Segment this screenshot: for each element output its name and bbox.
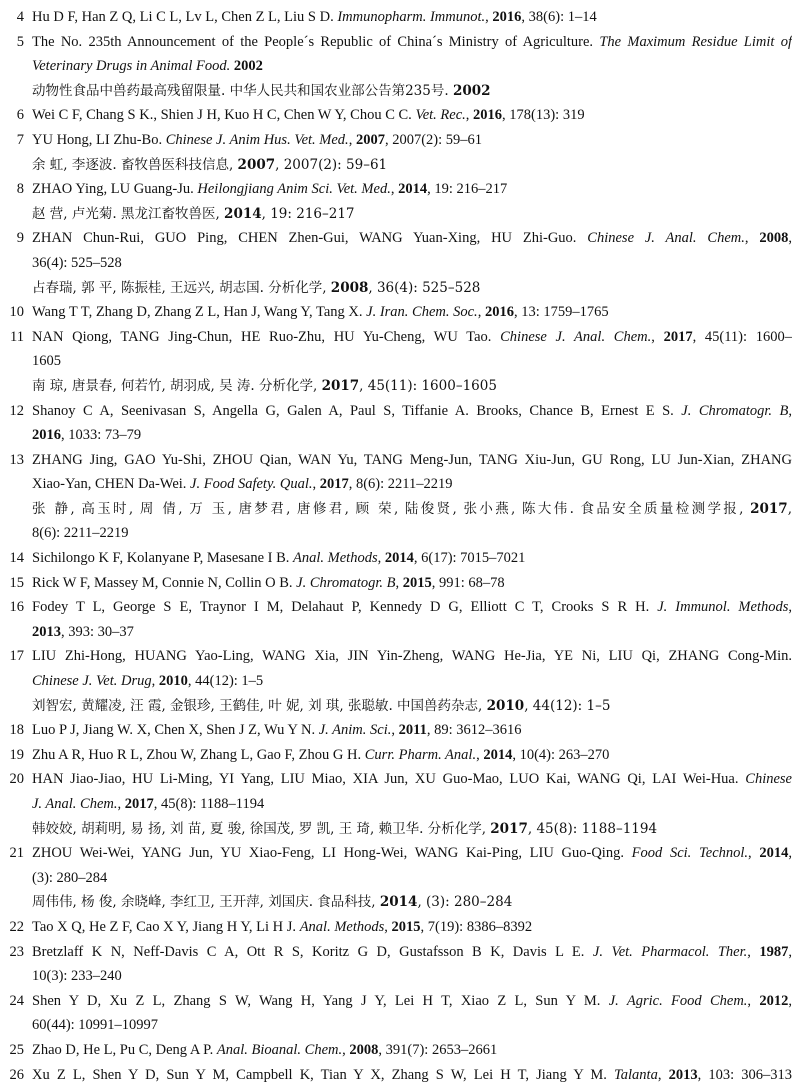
reference-line	[32, 423, 792, 448]
journal-name: J. Anim. Sci.	[318, 722, 392, 739]
reference-line	[32, 964, 792, 989]
reference-text: , 44(12): 1–5	[187, 673, 264, 690]
reference-text: 36(4): 525–528	[32, 254, 122, 271]
reference-text: , 45(8): 1188–1194	[153, 796, 265, 812]
reference-text: ,	[788, 943, 792, 960]
publication-year: 2008	[759, 230, 789, 247]
reference-text: ,	[117, 796, 125, 812]
reference-line	[32, 1063, 792, 1087]
reference-number: 18	[9, 722, 24, 739]
reference-text: , 36(4): 525–528	[368, 279, 481, 296]
reference-entry	[0, 940, 800, 989]
reference-body	[32, 546, 792, 571]
reference-text: , 10(4): 263–270	[512, 746, 610, 763]
reference-line	[32, 792, 792, 817]
reference-text: ,	[788, 992, 792, 1009]
reference-line	[32, 325, 792, 350]
reference-number: 6	[16, 107, 24, 124]
journal-name: Heilongjiang Anim Sci. Vet. Med.	[197, 181, 391, 198]
reference-body	[32, 743, 792, 768]
reference-text: 1605	[32, 353, 61, 370]
reference-line	[32, 300, 792, 325]
reference-text: , 19: 216–217	[261, 205, 355, 222]
publication-year: 2011	[398, 722, 427, 739]
reference-line	[32, 226, 792, 251]
reference-number: 16	[9, 599, 24, 616]
journal-name: Vet. Rec.	[415, 107, 466, 124]
reference-body	[32, 30, 792, 104]
reference-text: ,	[151, 673, 159, 690]
publication-year: 2007	[237, 156, 276, 173]
journal-name: Chinese J. Anal. Chem.	[500, 328, 652, 345]
reference-number: 4	[16, 9, 24, 25]
reference-entry	[0, 841, 800, 915]
publication-year: 2008	[349, 1041, 379, 1058]
journal-name: Chinese J. Anim Hus. Vet. Med.	[165, 131, 349, 148]
reference-text: 余 虹, 李逐波. 畜牧兽医科技信息,	[32, 156, 238, 173]
publication-year: 2015	[391, 918, 421, 935]
reference-entry	[0, 915, 800, 940]
reference-entry	[0, 448, 800, 546]
reference-entry	[0, 300, 800, 325]
publication-year: 2012	[759, 992, 789, 1009]
publication-year: 2016	[32, 427, 61, 444]
reference-text: Tao X Q, He Z F, Cao X Y, Jiang H Y, Li H J.	[32, 918, 300, 935]
reference-text: , 393: 30–37	[61, 623, 134, 640]
reference-text: , (3): 280–284	[417, 894, 513, 911]
reference-text: ,	[747, 943, 760, 960]
journal-name: Anal. Bioanal. Chem.	[216, 1041, 343, 1058]
reference-line-chinese	[32, 694, 792, 719]
journal-name: Immunopharm. Immunot.	[337, 9, 486, 25]
reference-number: 7	[16, 131, 24, 148]
reference-line	[32, 103, 792, 128]
reference-text: , 103: 306–313	[697, 1066, 792, 1083]
journal-name: J. Chromatogr. B	[681, 402, 789, 419]
reference-entry	[0, 325, 800, 399]
reference-text: ,	[395, 574, 403, 591]
publication-year: 2014	[483, 746, 513, 763]
reference-text: ,	[744, 230, 760, 247]
publication-year: 2014	[379, 894, 418, 911]
publication-year: 2013	[668, 1066, 698, 1083]
reference-body	[32, 1063, 792, 1087]
reference-line	[32, 718, 792, 743]
reference-line	[32, 989, 792, 1014]
reference-line-chinese	[32, 374, 792, 399]
reference-text: , 7(19): 8386–8392	[420, 918, 533, 935]
journal-name: Chinese J. Anal. Chem.	[587, 230, 745, 247]
reference-text: 韩姣姣, 胡莉明, 易 扬, 刘 苗, 夏 骏, 徐国茂, 罗 凯, 王 琦, 赖卫华. 分析化学,	[32, 820, 491, 837]
reference-line	[32, 472, 792, 497]
reference-line	[32, 54, 792, 79]
reference-text: ,	[657, 1066, 669, 1083]
reference-line	[32, 349, 792, 374]
reference-text: (3): 280–284	[32, 869, 108, 886]
reference-text: 张 静, 高玉时, 周 倩, 万 玉, 唐梦君, 唐修君, 顾 荣, 陆俊贤, 张小燕, 陈大伟. 食品安全质量检测学报,	[32, 500, 751, 517]
reference-text: , 2007(2): 59–61	[275, 156, 388, 173]
reference-text: ,	[787, 500, 792, 517]
reference-text: ,	[384, 918, 392, 935]
reference-line	[32, 915, 792, 940]
reference-text: Shen Y D, Xu Z L, Zhang S W, Wang H, Yang J Y, Lei H T, Xiao Z L, Sun Y M.	[32, 992, 609, 1009]
reference-body	[32, 103, 792, 128]
publication-year: 2015	[402, 574, 432, 591]
reference-text: Xu Z L, Shen Y D, Sun Y M, Campbell K, Tian Y X, Zhang S W, Lei H T, Jiang Y M.	[32, 1066, 615, 1083]
reference-body	[32, 841, 792, 915]
reference-text: ,	[348, 131, 356, 148]
publication-year: 2017	[663, 328, 693, 345]
publication-year: 2017	[319, 476, 349, 493]
reference-number: 8	[16, 181, 24, 198]
reference-line	[32, 5, 792, 30]
publication-year: 2014	[384, 550, 414, 567]
reference-body	[32, 325, 792, 399]
reference-entry	[0, 30, 800, 104]
journal-name: J. Chromatogr. B	[296, 574, 396, 591]
reference-text: ,	[342, 1041, 350, 1058]
reference-text: , 44(12): 1–5	[524, 697, 611, 714]
reference-text: ZHAN Chun-Rui, GUO Ping, CHEN Zhen-Gui, WANG Yuan-Xing, HU Zhi-Guo.	[32, 230, 588, 247]
reference-number: 22	[9, 918, 24, 935]
publication-year: 1987	[759, 943, 789, 960]
reference-text: Fodey T L, George S E, Traynor I M, Delahaut P, Kennedy D G, Elliott C T, Crooks S R H.	[32, 599, 658, 616]
reference-line	[32, 743, 792, 768]
reference-text: Bretzlaff K N, Neff-Davis C A, Ott R S, Koritz G D, Gustafsson B K, Davis L E.	[32, 943, 593, 960]
reference-text: ,	[377, 550, 385, 567]
publication-year: 2016	[473, 107, 503, 124]
reference-entry	[0, 571, 800, 596]
reference-text: , 6(17): 7015–7021	[413, 550, 526, 567]
publication-year: 2010	[158, 673, 188, 690]
reference-body	[32, 1038, 792, 1063]
reference-line-chinese	[32, 202, 792, 227]
reference-entry	[0, 399, 800, 448]
reference-text: ,	[747, 992, 760, 1009]
publication-year: 2017	[490, 820, 528, 837]
reference-body	[32, 448, 792, 546]
reference-body	[32, 177, 792, 226]
reference-text: 10(3): 233–240	[32, 968, 122, 985]
reference-text: 动物性食品中兽药最高残留限量. 中华人民共和国农业部公告第235号.	[32, 82, 453, 99]
reference-number: 26	[9, 1066, 24, 1083]
reference-entry	[0, 226, 800, 300]
reference-text: , 38(6): 1–14	[521, 9, 597, 25]
journal-name: Anal. Methods	[293, 550, 378, 567]
reference-text: 60(44): 10991–10997	[32, 1017, 159, 1034]
reference-text: , 178(13): 319	[502, 107, 585, 124]
reference-line-chinese	[32, 497, 792, 522]
journal-name: J. Iran. Chem. Soc.	[366, 304, 478, 321]
reference-line	[32, 251, 792, 276]
reference-number: 14	[9, 550, 24, 567]
reference-number: 24	[9, 992, 24, 1009]
reference-text: The No. 235th Announcement of the People´s Republic of China´s Ministry of Agriculture.	[32, 33, 600, 50]
reference-text: Sichilongo K F, Kolanyane P, Masesane I B.	[32, 550, 294, 567]
publication-year: 2010	[486, 697, 525, 714]
reference-body	[32, 989, 792, 1038]
reference-entry	[0, 767, 800, 841]
reference-text: Luo P J, Jiang W. X, Chen X, Shen J Z, Wu Y N.	[32, 722, 319, 739]
publication-year: 2014	[398, 181, 428, 198]
reference-body	[32, 226, 792, 300]
reference-text: , 45(8): 1188–1194	[527, 820, 658, 837]
reference-text: 赵 营, 卢光菊. 黑龙江畜牧兽医,	[32, 205, 225, 222]
reference-body	[32, 644, 792, 718]
publication-year: 2008	[330, 279, 369, 296]
reference-text: ,	[748, 845, 760, 862]
publication-year: 2013	[32, 623, 61, 640]
reference-number: 15	[9, 574, 24, 591]
reference-text: 周伟伟, 杨 俊, 余晓峰, 李红卫, 王开萍, 刘国庆. 食品科技,	[32, 894, 380, 911]
reference-entry	[0, 644, 800, 718]
reference-line	[32, 767, 792, 792]
reference-line-chinese	[32, 890, 792, 915]
reference-text: Zhu A R, Huo R L, Zhou W, Zhang L, Gao F, Zhou G H.	[32, 746, 365, 763]
reference-line	[32, 448, 792, 473]
reference-text: , 45(11): 1600–1605	[359, 377, 497, 394]
reference-text: ,	[651, 328, 664, 345]
reference-text: ,	[788, 230, 792, 247]
reference-text: , 8(6): 2211–2219	[348, 476, 453, 493]
journal-name: J. Immunol. Methods	[657, 599, 789, 616]
reference-entry	[0, 5, 800, 30]
publication-year: 2016	[484, 304, 514, 321]
publication-year: 2016	[492, 9, 522, 25]
journal-name: J. Vet. Pharmacol. Ther.	[592, 943, 748, 960]
reference-text: ,	[477, 304, 485, 321]
reference-line-chinese	[32, 817, 792, 842]
reference-body	[32, 300, 792, 325]
reference-text: NAN Qiong, TANG Jing-Chun, HE Ruo-Zhu, HU Yu-Cheng, WU Tao.	[32, 328, 501, 345]
reference-text: Xiao-Yan, CHEN Da-Wei.	[32, 476, 191, 493]
reference-text: , 45(11): 1600–	[692, 328, 792, 345]
publication-year: 2007	[355, 131, 385, 148]
reference-entry	[0, 718, 800, 743]
reference-body	[32, 571, 792, 596]
reference-text: HAN Jiao-Jiao, HU Li-Ming, YI Yang, LIU Miao, XIA Jun, XU Guo-Mao, LUO Kai, WANG Qi, LAI Wei-Hua.	[32, 771, 746, 788]
journal-name: Curr. Pharm. Anal.	[364, 746, 477, 763]
publication-year: 2014	[759, 845, 789, 862]
reference-text: 8(6): 2211–2219	[32, 525, 129, 542]
reference-entry	[0, 103, 800, 128]
reference-line-chinese	[32, 153, 792, 178]
reference-body	[32, 595, 792, 644]
reference-line	[32, 841, 792, 866]
reference-line	[32, 177, 792, 202]
reference-text: 占春瑞, 郭 平, 陈振桂, 王远兴, 胡志国. 分析化学,	[32, 279, 331, 296]
reference-line	[32, 595, 792, 620]
publication-year: 2014	[224, 205, 262, 222]
journal-name: Anal. Methods	[299, 918, 385, 935]
reference-text: ,	[391, 722, 399, 739]
reference-number: 20	[9, 771, 24, 788]
journal-name: Veterinary Drugs in Animal Food.	[32, 58, 231, 75]
reference-text: YU Hong, LI Zhu-Bo.	[32, 131, 166, 148]
reference-text: ,	[788, 845, 792, 862]
reference-line-chinese	[32, 276, 792, 301]
reference-number: 17	[9, 648, 24, 665]
publication-year: 2017	[124, 796, 154, 812]
reference-line	[32, 521, 792, 546]
reference-text: LIU Zhi-Hong, HUANG Yao-Ling, WANG Xia, JIN Yin-Zheng, WANG He-Jia, YE Ni, LIU Qi, ZHANG Cong-Min.	[32, 648, 792, 665]
reference-text: ,	[485, 9, 493, 25]
journal-name: J. Agric. Food Chem.	[608, 992, 748, 1009]
reference-text: , 991: 68–78	[431, 574, 505, 591]
reference-body	[32, 399, 792, 448]
journal-name: Talanta	[614, 1066, 658, 1083]
reference-text: , 13: 1759–1765	[513, 304, 609, 321]
reference-line	[32, 644, 792, 669]
reference-text: ,	[788, 599, 792, 616]
reference-text: , 19: 216–217	[427, 181, 508, 198]
reference-number: 10	[9, 304, 24, 321]
reference-text: Hu D F, Han Z Q, Li C L, Lv L, Chen Z L, Liu S D.	[32, 9, 338, 25]
reference-line	[32, 940, 792, 965]
journal-name: Chinese J. Vet. Drug	[32, 673, 152, 690]
reference-body	[32, 5, 792, 30]
reference-text: , 89: 3612–3616	[426, 722, 522, 739]
reference-line	[32, 620, 792, 645]
reference-line	[32, 1038, 792, 1063]
journal-name: Food Sci. Technol.	[631, 845, 749, 862]
reference-number: 23	[9, 943, 24, 960]
reference-number: 21	[9, 845, 24, 862]
reference-text: ,	[312, 476, 320, 493]
reference-line	[32, 30, 792, 55]
reference-text: , 391(7): 2653–2661	[378, 1041, 498, 1058]
reference-line	[32, 128, 792, 153]
reference-text: Rick W F, Massey M, Connie N, Collin O B.	[32, 574, 297, 591]
reference-line	[32, 399, 792, 424]
reference-text: ZHOU Wei-Wei, YANG Jun, YU Xiao-Feng, LI Hong-Wei, WANG Kai-Ping, LIU Guo-Qing.	[32, 845, 632, 862]
reference-text: Zhao D, He L, Pu C, Deng A P.	[32, 1041, 217, 1058]
reference-text: Wei C F, Chang S K., Shien J H, Kuo H C, Chen W Y, Chou C C.	[32, 107, 416, 124]
publication-year: 2017	[750, 500, 788, 517]
reference-text: 刘智宏, 黄耀凌, 汪 霞, 金银珍, 王鹤佳, 叶 妮, 刘 琪, 张聪敏. 中国兽药杂志,	[32, 697, 487, 714]
journal-name: The Maximum Residue Limit of	[599, 33, 792, 50]
publication-year: 2002	[452, 82, 491, 99]
reference-number: 12	[9, 402, 24, 419]
reference-text: ,	[465, 107, 474, 124]
journal-name: J. Anal. Chem.	[32, 796, 118, 812]
reference-number: 13	[9, 451, 24, 468]
reference-number: 11	[10, 328, 24, 345]
publication-year: 2002	[233, 58, 263, 75]
reference-text: ,	[788, 402, 792, 419]
reference-text: 南 琼, 唐景春, 何若竹, 胡羽成, 吴 涛. 分析化学,	[32, 377, 322, 394]
reference-line-chinese	[32, 79, 792, 104]
reference-body	[32, 718, 792, 743]
reference-line	[32, 866, 792, 891]
reference-number: 19	[9, 746, 24, 763]
publication-year: 2017	[321, 377, 360, 394]
reference-line	[32, 546, 792, 571]
reference-line	[32, 669, 792, 694]
reference-body	[32, 915, 792, 940]
reference-entry	[0, 743, 800, 768]
reference-text: , 1033: 73–79	[61, 427, 142, 444]
reference-entry	[0, 177, 800, 226]
reference-entry	[0, 128, 800, 177]
journal-name: Chinese	[745, 771, 792, 788]
reference-body	[32, 767, 792, 841]
reference-text: ZHAO Ying, LU Guang-Ju.	[32, 181, 198, 198]
reference-line	[32, 1013, 792, 1038]
reference-number: 5	[16, 33, 24, 50]
reference-line	[32, 571, 792, 596]
reference-entry	[0, 595, 800, 644]
reference-text: , 2007(2): 59–61	[384, 131, 482, 148]
reference-text: Wang T T, Zhang D, Zhang Z L, Han J, Wang Y, Tang X.	[32, 304, 367, 321]
journal-name: J. Food Safety. Qual.	[190, 476, 313, 493]
reference-text: ,	[390, 181, 399, 198]
reference-text: ,	[476, 746, 484, 763]
reference-entry	[0, 989, 800, 1038]
reference-text: Shanoy C A, Seenivasan S, Angella G, Galen A, Paul S, Tiffanie A. Brooks, Chance B, Ernest E S.	[32, 402, 682, 419]
reference-text: ZHANG Jing, GAO Yu-Shi, ZHOU Qian, WAN Yu, TANG Meng-Jun, TANG Xiu-Jun, GU Rong, LU Jun-Xian, ZHANG	[32, 451, 792, 468]
reference-body	[32, 940, 792, 989]
reference-number: 25	[9, 1041, 24, 1058]
reference-entry	[0, 1063, 800, 1087]
reference-body	[32, 128, 792, 177]
reference-entry	[0, 1038, 800, 1063]
reference-entry	[0, 546, 800, 571]
reference-number: 9	[16, 230, 24, 247]
